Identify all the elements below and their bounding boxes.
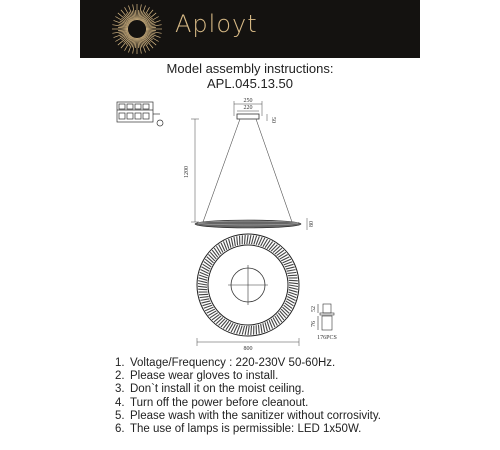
instruction-item: 4. Turn off the power before cleanout. (115, 396, 309, 409)
crystal-size-1-label: 52 (311, 306, 317, 312)
brand-banner (80, 0, 420, 58)
canopy-dimensions (234, 101, 267, 121)
instruction-item: 1. Voltage/Frequency : 220-230V 50-60Hz. (115, 357, 336, 369)
brand-name: Aployt (175, 10, 258, 38)
canopy-width-outer-label: 250 (243, 98, 253, 104)
document-title: Model assembly instructions: (166, 61, 334, 76)
ring-top-view (197, 234, 299, 336)
ring-diameter-dimension (197, 338, 299, 346)
canopy-width-inner-label: 220 (243, 105, 253, 111)
ring-side-view (195, 220, 301, 228)
ceiling-canopy (237, 114, 259, 119)
canopy-height-label: 50 (270, 117, 276, 123)
terminal-block (117, 102, 163, 126)
suspension-height-dimension (191, 119, 199, 222)
instruction-item: 5. Please wash with the sanitizer without corrosivity. (115, 409, 381, 422)
ring-diameter-label: 800 (243, 346, 253, 352)
instruction-item: 3. Don`t install it on the moist ceiling. (115, 383, 305, 396)
instruction-item: 2. Please wear gloves to install. (115, 370, 279, 383)
instruction-item: 6. The use of lamps is permissible: LED 1x50W. (115, 423, 362, 436)
suspension-height-label: 1200 (184, 166, 190, 178)
crystal-count-label: 176PCS (317, 335, 337, 341)
crystal-size-2-label: 76 (311, 321, 317, 327)
suspension-cables (203, 119, 292, 222)
assembly-drawing (0, 90, 500, 355)
sunburst-logo-icon (110, 2, 164, 56)
instruction-list (115, 357, 381, 436)
ring-height-label: 80 (309, 221, 315, 227)
model-number: APL.045.13.50 (206, 76, 294, 91)
crystal-detail (318, 304, 334, 330)
